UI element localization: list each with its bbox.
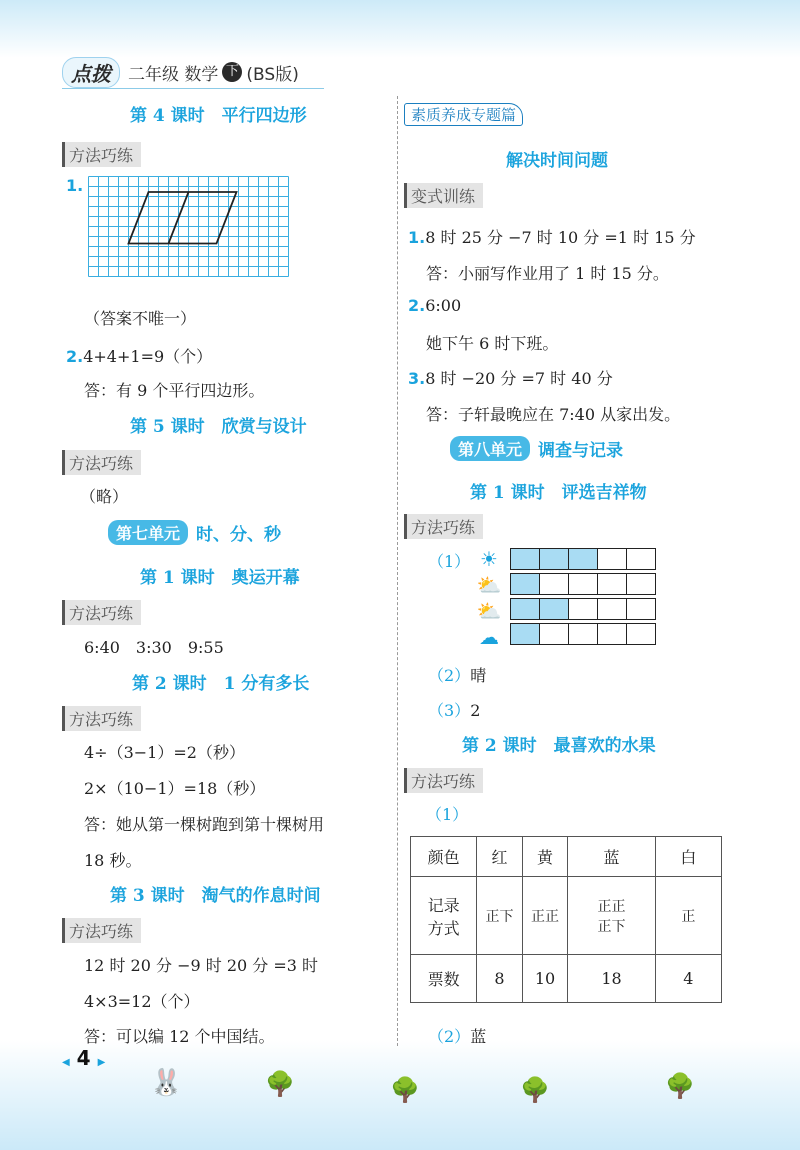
- bar-cell-empty: [627, 599, 656, 620]
- topic-title: 解决时间问题: [506, 151, 608, 171]
- method-tag: 方法巧练: [62, 918, 141, 943]
- bar-cell-empty: [540, 574, 569, 595]
- p3-answer: 答：子轩最晚应在 7:40 从家出发。: [426, 405, 681, 424]
- volume-badge: 下: [222, 62, 242, 82]
- u8-q2-text: 晴: [470, 666, 487, 685]
- lesson-4-title: 第 4 课时 平行四边形: [130, 106, 307, 126]
- bar-row: [511, 624, 656, 645]
- table-cell: 正下: [477, 877, 522, 955]
- u7-l3-line-3: 答：可以编 12 个中国结。: [84, 1027, 275, 1046]
- table-cell: 10: [522, 955, 568, 1003]
- q2-line: [66, 344, 212, 367]
- bar-cell-empty: [627, 574, 656, 595]
- u7-l3-line-2: 4×3=12（个）: [84, 992, 200, 1011]
- unit-7-badge: 第七单元: [108, 520, 188, 545]
- p3-text: 8 时 −20 分 =7 时 40 分: [425, 369, 613, 388]
- u7-lesson-3-title: 第 3 课时 淘气的作息时间: [110, 886, 321, 906]
- tally-line: 正正: [597, 898, 626, 915]
- page-number-text: 4: [76, 1046, 91, 1070]
- bar-cell-empty: [598, 624, 627, 645]
- bar-cell-filled: [511, 549, 540, 570]
- weather-icons: [474, 547, 504, 651]
- u8-q3-label: （3）: [428, 701, 471, 720]
- tree-icon: 🌳: [520, 1076, 550, 1104]
- brand-logo: 点拨: [62, 57, 120, 88]
- p3-line: [408, 366, 613, 389]
- header-underline: [62, 88, 324, 89]
- p1-text: 8 时 25 分 −7 时 10 分 =1 时 15 分: [425, 228, 696, 247]
- cloud-sun-icon: ⛅: [476, 573, 502, 597]
- top-decor-band: [0, 0, 800, 58]
- p1-number: 1.: [408, 228, 426, 247]
- fruit-tally-table: [410, 836, 722, 1003]
- u7-l2-line-3: 答：她从第一棵树跑到第十棵树用: [84, 815, 325, 834]
- tally-line: 正下: [597, 918, 626, 935]
- u8-l2-q2-text: 蓝: [470, 1027, 487, 1046]
- tree-icon: 🌳: [390, 1076, 420, 1104]
- bunny-illustration: 🐰: [150, 1068, 183, 1098]
- table-cell: [568, 877, 655, 955]
- bar-cell-empty: [540, 624, 569, 645]
- bar-row: [511, 574, 656, 595]
- unit-8-heading: [450, 436, 623, 461]
- u8-q1-label: （1）: [428, 552, 471, 571]
- table-cell: 正: [655, 877, 721, 955]
- record-label-1: 记录: [427, 895, 460, 915]
- bar-cell-empty: [627, 549, 656, 570]
- unit-8-title: 调查与记录: [538, 441, 624, 461]
- u8-q2-label: （2）: [428, 666, 471, 685]
- bar-row: [511, 549, 656, 570]
- unit-7-heading: [108, 520, 281, 545]
- method-tag: 方法巧练: [404, 514, 483, 539]
- p2-number: 2.: [408, 296, 426, 315]
- u8-l2-q2: [428, 1024, 486, 1047]
- bar-cell-filled: [511, 599, 540, 620]
- bar-cell-empty: [569, 624, 598, 645]
- u7-lesson-2-title: 第 2 课时 1 分有多长: [132, 674, 310, 694]
- q2-number: 2.: [66, 347, 84, 366]
- u7-l3-line-1: 12 时 20 分 −9 时 20 分 =3 时: [84, 956, 319, 975]
- u8-lesson-1-title: 第 1 课时 评选吉祥物: [470, 483, 647, 503]
- u8-q3: [428, 698, 480, 721]
- table-cell: 18: [568, 955, 655, 1003]
- u7-l2-line-4: 18 秒。: [84, 851, 142, 870]
- unit-7-title: 时、分、秒: [196, 525, 282, 545]
- page-header: [62, 56, 299, 88]
- table-cell: 4: [655, 955, 721, 1003]
- lesson-5-text: （略）: [80, 487, 129, 506]
- u8-lesson-2-title: 第 2 课时 最喜欢的水果: [462, 736, 656, 756]
- bar-table: [510, 548, 656, 649]
- tree-icon: 🌳: [665, 1072, 695, 1100]
- page-number: [62, 1046, 105, 1070]
- parallelogram-shape: [129, 192, 237, 244]
- bar-cell-empty: [569, 574, 598, 595]
- p1-line: [408, 225, 696, 248]
- method-tag: 方法巧练: [62, 600, 141, 625]
- q2-answer: 答：有 9 个平行四边形。: [84, 381, 265, 400]
- method-tag: 方法巧练: [404, 768, 483, 793]
- u7-lesson-1-text: 6:40 3:30 9:55: [84, 638, 224, 657]
- q1-note: （答案不唯一）: [84, 309, 197, 328]
- bar-cell-empty: [598, 574, 627, 595]
- record-label-2: 方式: [427, 918, 460, 938]
- bar-cell-filled: [540, 549, 569, 570]
- method-tag: 方法巧练: [62, 450, 141, 475]
- bar-spacer: [511, 645, 656, 649]
- u7-lesson-1-title: 第 1 课时 奥运开幕: [140, 568, 300, 588]
- p2-answer: 她下午 6 时下班。: [426, 334, 559, 353]
- p2-line: [408, 296, 461, 315]
- tree-icon: 🌳: [265, 1070, 295, 1098]
- u8-q2: [428, 663, 486, 686]
- subject-label: 二年级 数学: [128, 64, 219, 85]
- u7-l2-line-1: 4÷（3−1）=2（秒）: [84, 743, 245, 762]
- bar-cell-empty: [627, 624, 656, 645]
- table-cell: 颜色: [411, 837, 477, 877]
- u8-q3-text: 2: [470, 701, 481, 720]
- q2-text: 4+4+1=9（个）: [83, 347, 213, 366]
- triangle-right-icon: ▶: [97, 1057, 106, 1068]
- lesson-5-title: 第 5 课时 欣赏与设计: [130, 417, 307, 437]
- u7-l2-line-2: 2×（10−1）=18（秒）: [84, 779, 266, 798]
- bar-cell-filled: [540, 599, 569, 620]
- bar-cell-empty: [598, 599, 627, 620]
- parallelogram-grid: [88, 176, 291, 282]
- table-cell: 蓝: [568, 837, 655, 877]
- u8-l2-q2-label: （2）: [428, 1027, 471, 1046]
- unit-8-badge: 第八单元: [450, 436, 530, 461]
- table-cell: 正正: [522, 877, 568, 955]
- weather-bar-grid: [510, 548, 656, 649]
- table-cell: 黄: [522, 837, 568, 877]
- sun-cloud-icon: ⛅: [476, 599, 502, 623]
- triangle-left-icon: ◀: [62, 1057, 70, 1068]
- bar-row: [511, 599, 656, 620]
- table-row: [411, 877, 722, 955]
- edition-label: (BS版): [246, 64, 299, 85]
- method-tag: 方法巧练: [62, 706, 141, 731]
- q1-number: 1.: [66, 176, 84, 195]
- bar-cell-empty: [598, 549, 627, 570]
- table-cell: 8: [477, 955, 522, 1003]
- p1-answer: 答：小丽写作业用了 1 时 15 分。: [426, 264, 669, 283]
- table-header-row: [411, 837, 722, 877]
- bar-cell-empty: [569, 599, 598, 620]
- table-cell: 红: [477, 837, 522, 877]
- u8-l2-q1-label: （1）: [426, 805, 469, 824]
- sun-icon: ☀: [480, 547, 498, 571]
- table-row: [411, 955, 722, 1003]
- table-cell: 票数: [411, 955, 477, 1003]
- cloud-icon: ☁: [479, 625, 499, 649]
- column-divider: [397, 96, 398, 1046]
- bar-cell-filled: [511, 574, 540, 595]
- table-cell: [411, 877, 477, 955]
- section-tag: 素质养成专题篇: [404, 103, 523, 126]
- p3-number: 3.: [408, 369, 426, 388]
- method-tag: 方法巧练: [62, 142, 141, 167]
- table-cell: 白: [655, 837, 721, 877]
- p2-text: 6:00: [425, 296, 462, 315]
- variant-tag: 变式训练: [404, 183, 483, 208]
- bar-cell-filled: [569, 549, 598, 570]
- bar-cell-filled: [511, 624, 540, 645]
